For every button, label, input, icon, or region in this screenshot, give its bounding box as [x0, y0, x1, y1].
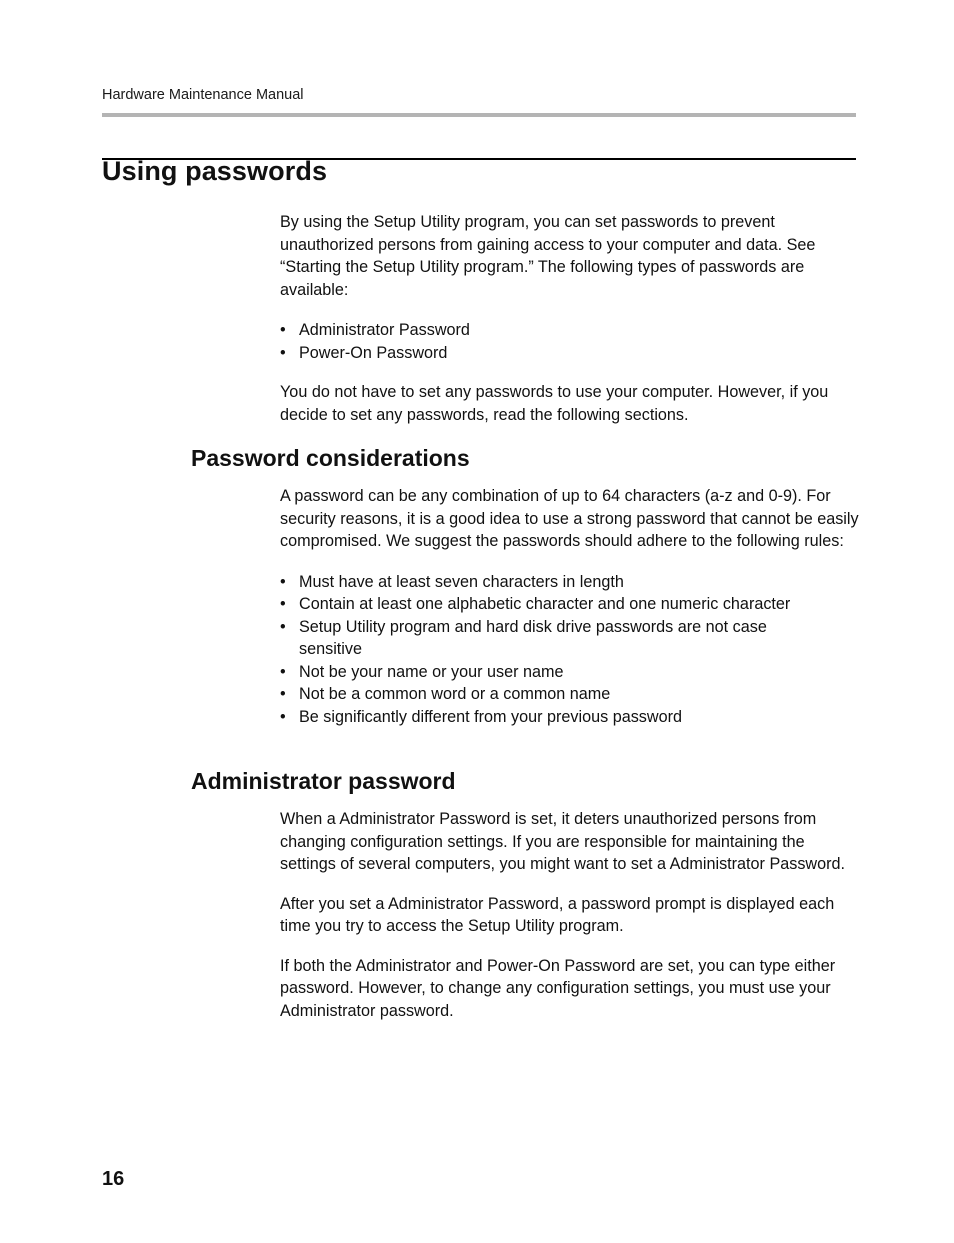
header-divider	[102, 113, 856, 117]
bullet-icon: •	[280, 321, 286, 339]
bullet-icon: •	[280, 662, 286, 681]
bullet-icon: •	[280, 572, 286, 591]
administrator-section	[280, 808, 860, 1022]
list-item: • Must have at least seven characters in length	[280, 571, 860, 594]
administrator-paragraph-2: After you set a Administrator Password, a password prompt is displayed each time you try to access the Setup Utility program.	[280, 894, 835, 935]
section-heading-considerations: Password considerations	[191, 445, 470, 471]
list-item: • Administrator Password	[280, 319, 860, 342]
intro-note-paragraph: You do not have to set any passwords to use your computer. However, if you decide to set any passwords, read the following sections.	[280, 383, 829, 424]
intro-paragraph: By using the Setup Utility program, you can set passwords to prevent unauthorized persons from gaining access to your computer and data. See “Starting the Setup Utility program.” The following types of passwords are available:	[280, 213, 816, 299]
page-number: 16	[102, 1168, 125, 1190]
considerations-paragraph: A password can be any combination of up to 64 characters (a-z and 0-9). For security reasons, it is a good idea to use a strong password that cannot be easily compromised. We suggest the passwords should adhere to the following rules:	[280, 487, 859, 550]
password-rules-list	[280, 571, 860, 729]
list-item: • Be significantly different from your previous password	[280, 706, 860, 729]
bullet-icon: •	[280, 617, 286, 636]
password-types-list	[280, 319, 860, 364]
section-heading-administrator: Administrator password	[191, 768, 456, 794]
bullet-icon: •	[280, 343, 286, 362]
intro-section	[280, 211, 860, 426]
page-title: Using passwords	[102, 156, 328, 186]
list-item: • Not be your name or your user name	[280, 661, 860, 684]
bullet-icon: •	[280, 707, 286, 726]
administrator-paragraph-3: If both the Administrator and Power-On Password are set, you can type either password. However, to change any configuration settings, you must use your Administrator password.	[280, 956, 836, 1020]
considerations-section	[280, 485, 860, 728]
list-item: • Not be a common word or a common name	[280, 683, 860, 706]
list-item: • Contain at least one alphabetic character and one numeric character	[280, 593, 860, 616]
list-item: • Setup Utility program and hard disk drive passwords are not case sensitive	[280, 617, 767, 658]
administrator-paragraph-1: When a Administrator Password is set, it deters unauthorized persons from changing configuration settings. If you are responsible for maintaining the settings of several computers, you might want to set a Administrator Password.	[280, 810, 846, 873]
list-item: • Power-On Password	[280, 342, 860, 365]
running-header-title: Hardware Maintenance Manual	[102, 87, 304, 103]
bullet-icon: •	[280, 595, 286, 613]
bullet-icon: •	[280, 685, 286, 703]
